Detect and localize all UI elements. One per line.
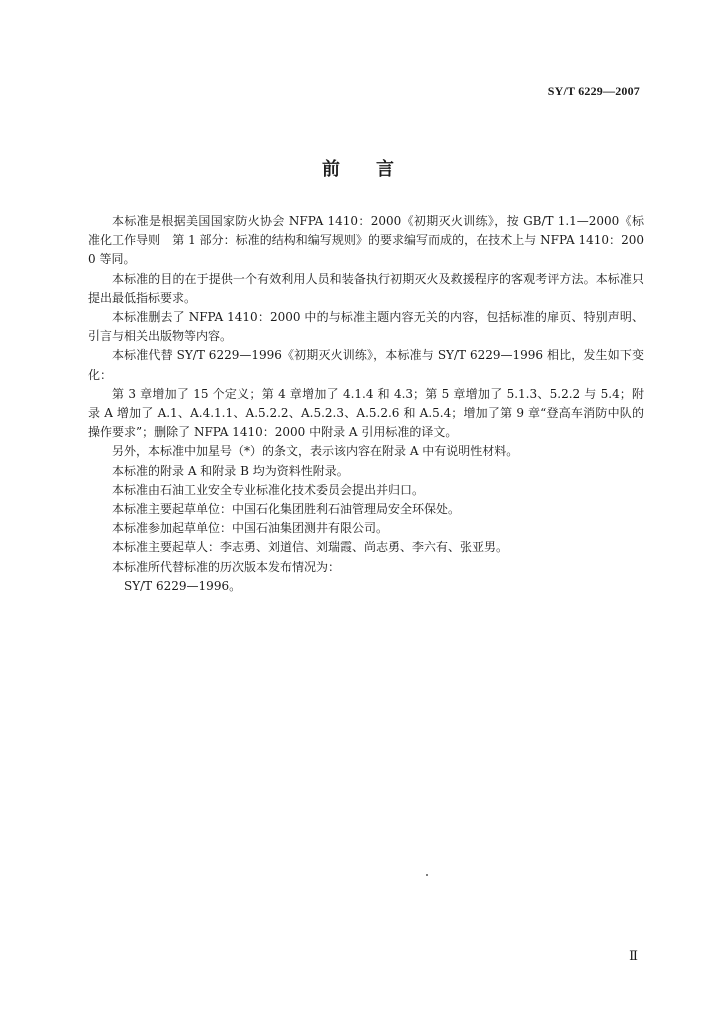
paragraph-proposer: 本标准由石油工业安全专业标准化技术委员会提出并归口。 bbox=[112, 482, 425, 497]
previous-version: SY/T 6229—1996。 bbox=[124, 578, 242, 593]
paragraph-changes: 第 3 章增加了 15 个定义；第 4 章增加了 4.1.4 和 4.3；第 5 章增加了 5.1.3、5.2.2 与 5.4；附录 A 增加了 A.1、A.4.1.1、A.5.2.2、A.5.2.3、A.5.2.6 和 A.5.4；增加了第 9 章“登高车消防中队的操作要求”；删除了 NFPA 1410：2000 中附录 A 引用标准的译文。 bbox=[88, 386, 644, 440]
paragraph-drafters: 本标准主要起草人：李志勇、刘道信、刘瑞霞、尚志勇、李六有、张亚男。 bbox=[112, 540, 509, 555]
paragraph-version-history: 本标准所代替标准的历次版本发布情况为： bbox=[112, 559, 341, 574]
paragraph-replacement: 本标准代替 SY/T 6229—1996《初期灭火训练》，本标准与 SY/T 6229—1996 相比，发生如下变化： bbox=[88, 348, 644, 382]
paragraph-main-drafter-org: 本标准主要起草单位：中国石化集团胜利石油管理局安全环保处。 bbox=[112, 502, 461, 517]
page-title: 前言 bbox=[322, 159, 430, 180]
paragraph-asterisk-note: 另外，本标准中加星号（*）的条文，表示该内容在附录 A 中有说明性材料。 bbox=[112, 444, 519, 459]
document-body bbox=[88, 212, 644, 596]
paragraph-purpose: 本标准的目的在于提供一个有效利用人员和装备执行初期灭火及救援程序的客观考评方法。本标准只提出最低指标要求。 bbox=[88, 271, 644, 305]
scan-artifact-dot bbox=[426, 874, 428, 876]
paragraph-annexes: 本标准的附录 A 和附录 B 均为资料性附录。 bbox=[112, 463, 349, 478]
page-number: Ⅱ bbox=[629, 948, 638, 963]
paragraph-participating-org: 本标准参加起草单位：中国石油集团测井有限公司。 bbox=[112, 521, 389, 536]
standard-code: SY/T 6229—2007 bbox=[547, 84, 640, 98]
paragraph-basis: 本标准是根据美国国家防火协会 NFPA 1410：2000《初期灭火训练》，按 GB/T 1.1—2000《标准化工作导则 第 1 部分：标准的结构和编写规则》的要求编写而成的，在技术上与 NFPA 1410：2000 等同。 bbox=[88, 214, 644, 267]
paragraph-deletions: 本标准删去了 NFPA 1410：2000 中的与标准主题内容无关的内容，包括标准的扉页、特别声明、引言与相关出版物等内容。 bbox=[88, 310, 644, 344]
